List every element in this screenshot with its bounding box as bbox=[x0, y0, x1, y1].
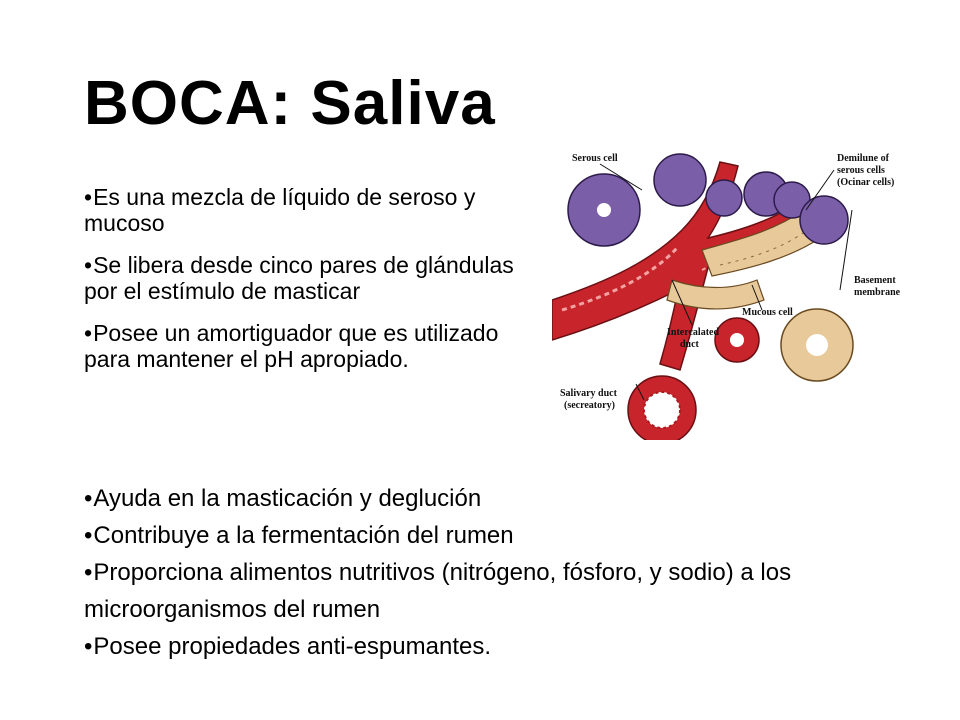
bullet-marker: • bbox=[84, 320, 93, 346]
bullet-text: Proporciona alimentos nutritivos (nitrógeno, fósforo, y sodio) a los microorganismos del rumen bbox=[84, 559, 792, 623]
label-basement-1: Basement bbox=[854, 275, 896, 286]
serous-acinus bbox=[706, 180, 742, 216]
label-serous-cell: Serous cell bbox=[572, 153, 618, 164]
label-intercalated-2: duct bbox=[680, 339, 699, 350]
top-bullet-list bbox=[84, 184, 534, 388]
bullet-item bbox=[84, 480, 884, 517]
bullet-text: Posee un amortiguador que es utilizado para mantener el pH apropiado. bbox=[84, 320, 499, 372]
label-salivary-1: Salivary duct bbox=[560, 388, 617, 399]
label-intercalated-1: Intercalated bbox=[667, 327, 720, 338]
bullet-text: Es una mezcla de líquido de seroso y mucoso bbox=[84, 184, 476, 236]
acinus-lumen bbox=[806, 334, 828, 356]
bullet-text: Contribuye a la fermentación del rumen bbox=[93, 522, 514, 549]
duct-section-lumen bbox=[644, 392, 680, 428]
label-mucous-cell: Mucous cell bbox=[742, 307, 793, 318]
label-demilune-3: (Ocinar cells) bbox=[837, 177, 895, 188]
slide-title: BOCA: Saliva bbox=[84, 69, 496, 138]
label-salivary-2: (secreatory) bbox=[564, 400, 615, 411]
label-demilune-2: serous cells bbox=[837, 165, 885, 176]
cross-sections bbox=[628, 309, 853, 440]
bullet-text: Se libera desde cinco pares de glándulas por el estímulo de masticar bbox=[84, 252, 514, 304]
bullet-marker: • bbox=[84, 485, 93, 512]
bullet-marker: • bbox=[84, 522, 93, 549]
bullet-marker: • bbox=[84, 252, 93, 278]
bullet-text: Posee propiedades anti-espumantes. bbox=[93, 633, 491, 660]
duct-section-lumen bbox=[730, 333, 744, 347]
bullet-item bbox=[84, 554, 884, 628]
label-demilune-1: Demilune of bbox=[837, 153, 889, 164]
bullet-item bbox=[84, 517, 884, 554]
mucous-tubule bbox=[667, 280, 764, 309]
bullet-text: Ayuda en la masticación y deglución bbox=[93, 485, 482, 512]
label-basement-2: membrane bbox=[854, 287, 901, 298]
salivary-gland-diagram bbox=[552, 140, 910, 440]
bullet-item bbox=[84, 320, 534, 372]
bullet-item bbox=[84, 184, 534, 236]
bottom-bullet-list bbox=[84, 480, 884, 665]
acinus-lumen bbox=[597, 203, 611, 217]
bullet-item bbox=[84, 252, 534, 304]
bullet-marker: • bbox=[84, 559, 93, 586]
serous-acinus bbox=[800, 196, 848, 244]
bullet-marker: • bbox=[84, 184, 93, 210]
bullet-item bbox=[84, 628, 884, 665]
bullet-marker: • bbox=[84, 633, 93, 660]
serous-acinus bbox=[654, 154, 706, 206]
